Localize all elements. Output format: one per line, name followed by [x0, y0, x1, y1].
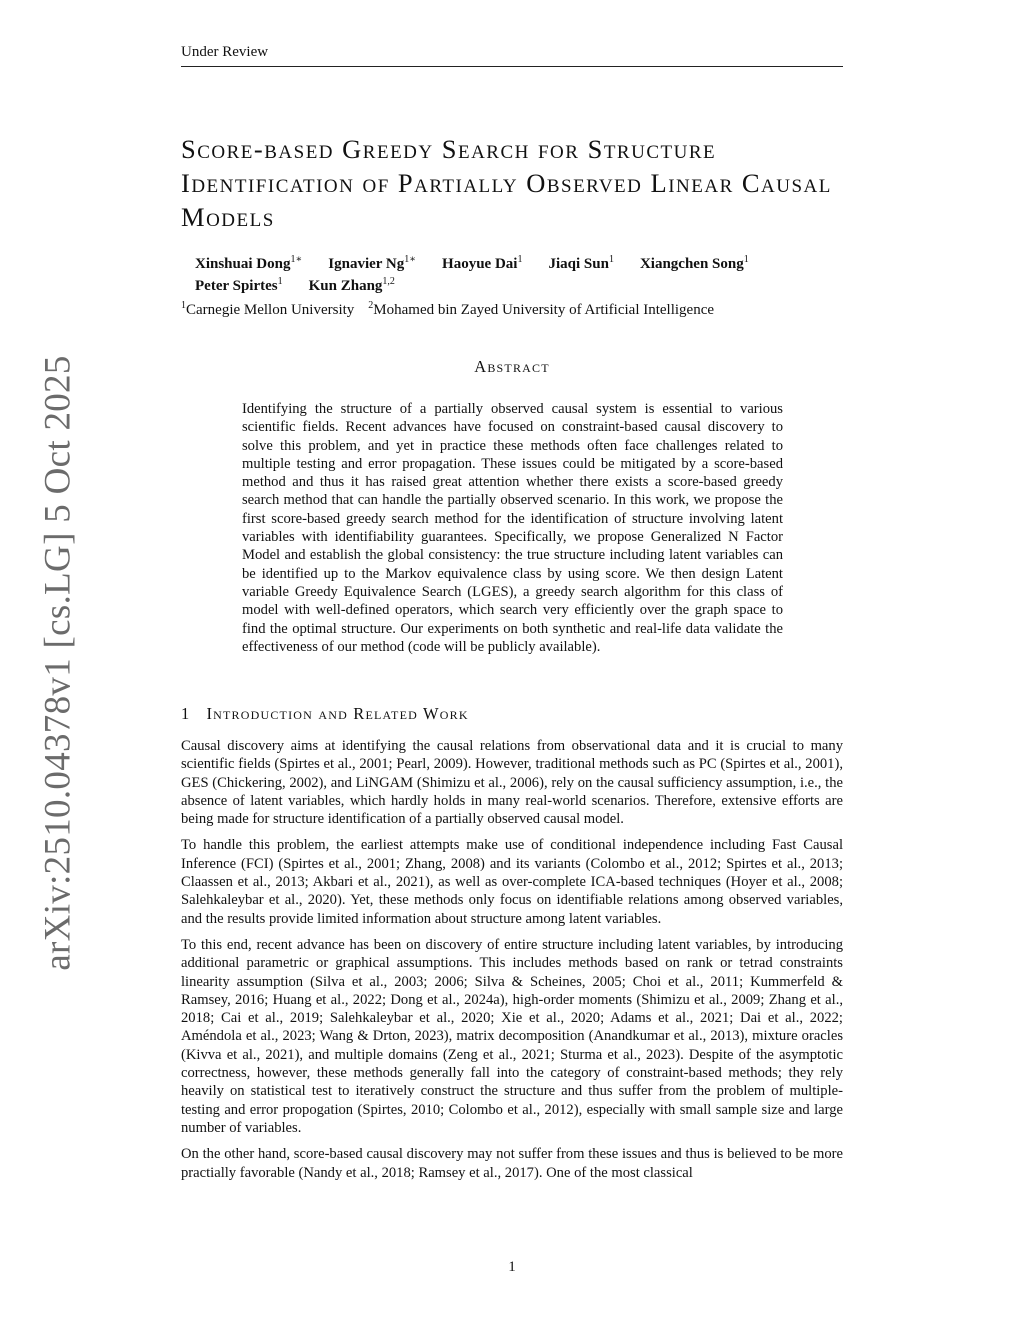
page-number: 1 — [508, 1259, 516, 1275]
arxiv-identifier-stamp: arXiv:2510.04378v1 [cs.LG] 5 Oct 2025 — [37, 355, 79, 971]
author: Kun Zhang$^{1,2}$ — [308, 276, 395, 294]
section-title: Introduction and Related Work — [206, 704, 469, 723]
paper-title: Score-based Greedy Search for Structure Identification of Partially Observed Linear Causal Models — [181, 134, 832, 232]
section-body — [181, 737, 843, 1190]
affiliation-row — [181, 297, 843, 319]
author-block — [181, 251, 843, 319]
running-header: Under Review — [181, 44, 843, 67]
abstract-heading: Abstract — [474, 357, 550, 376]
body-paragraph: To this end, recent advance has been on discovery of entire structure including latent variables, by introducing additional parametric or graphical assumptions. This includes methods based on rank or tetrad constraints linearity assumption (Silva et al., 2003; 2006; Silva & Scheines, 2005; Choi et al., 2011; Kummerfeld & Ramsey, 2016; Huang et al., 2022; Dong et al., 2024a), high-order moments (Shimizu et al., 2009; Zhang et al., 2018; Cai et al., 2019; Salehkaleybar et al., 2020; Xie et al., 2020; Adams et al., 2021; Dai et al., 2022; Améndola et al., 2023; Wang & Drton, 2023), matrix decomposition (Anandkumar et al., 2013), mixture oracles (Kivva et al., 2021), and multiple domains (Zeng et al., 2021; Sturma et al., 2023). Despite of the asymptotic correctness, however, these methods generally fall into the category of constraint-based methods; they rely heavily on statistical test to iteratively construct the structure and thus suffer from the problem of multiple-testing and error propogation (Spirtes, 2010; Colombo et al., 2012), especially with small sample size and large number of variables. — [181, 936, 843, 1136]
author: Haoyue Dai$^1$ — [442, 254, 523, 272]
author-row — [181, 251, 843, 273]
section-number: 1 — [181, 704, 191, 723]
author: Xinshuai Dong$^{1∗}$ — [195, 254, 303, 272]
body-paragraph: Causal discovery aims at identifying the causal relations from observational data and it is crucial to many scientific fields (Spirtes et al., 2001; Pearl, 2009). However, traditional methods such as PC (Spirtes et al., 2001), GES (Chickering, 2002), and LiNGAM (Shimizu et al., 2006), rely on the causal sufficiency assumption, i.e., the absence of latent variables, which hardly holds in many real-world scenarios. Therefore, extensive efforts are being made for structure identification of a partially observed causal model. — [181, 738, 843, 828]
author: Peter Spirtes$^1$ — [195, 276, 283, 294]
body-paragraph: To handle this problem, the earliest attempts make use of conditional independence including Fast Causal Inference (FCI) (Spirtes et al., 2001; Zhang, 2008) and its variants (Colombo et al., 2012; Spirtes et al., 2013; Claassen et al., 2013; Akbari et al., 2021), as well as over-complete ICA-based techniques (Hoyer et al., 2008; Salehkaleybar et al., 2020). Yet, these methods only focus on identifiable relations among observed variables, and the results provide limited information about structure among latent variables. — [181, 837, 843, 927]
affiliation: $^2$Mohamed bin Zayed University of Artificial Intelligence — [368, 300, 715, 318]
body-paragraph: On the other hand, score-based causal discovery may not suffer from these issues and thus is believed to be more practially favorable (Nandy et al., 2018; Ramsey et al., 2017). One of the most classical — [181, 1146, 843, 1181]
author: Ignavier $Ng^{1∗}$ — [328, 254, 417, 272]
affiliation: $^1$Carnegie Mellon University — [181, 300, 355, 318]
author-row — [181, 273, 843, 295]
author: Jiaqi Sun$^1$ — [548, 254, 614, 272]
section-heading — [181, 704, 469, 724]
author: Xiangchen Song$^1$ — [639, 254, 749, 272]
abstract-text: Identifying the structure of a partially observed causal system is essential to various scientific fields. Recent advances have focused on constraint-based causal discovery to solve this problem, and yet in practice these methods often face challenges related to multiple testing and error propagation. These issues could be mitigated by a score-based method and thus it has raised great attention whether there exists a score-based greedy search method that can handle the partially observed scenario. In this work, we propose the first score-based greedy search method for the identification of structure involving latent variables with identifiability guarantees. Specifically, we propose Generalized N Factor Model and establish the global consistency: the true structure including latent variables can be identified up to the Markov equivalence class by using score. We then design Latent variable Greedy Equivalence Search (LGES), a greedy search algorithm for this class of model with well-defined operators, which search very efficiently over the graph space to find the optimal structure. Our experiments on both synthetic and real-life data validate the effectiveness of our method (code will be publicly available). — [242, 401, 783, 655]
